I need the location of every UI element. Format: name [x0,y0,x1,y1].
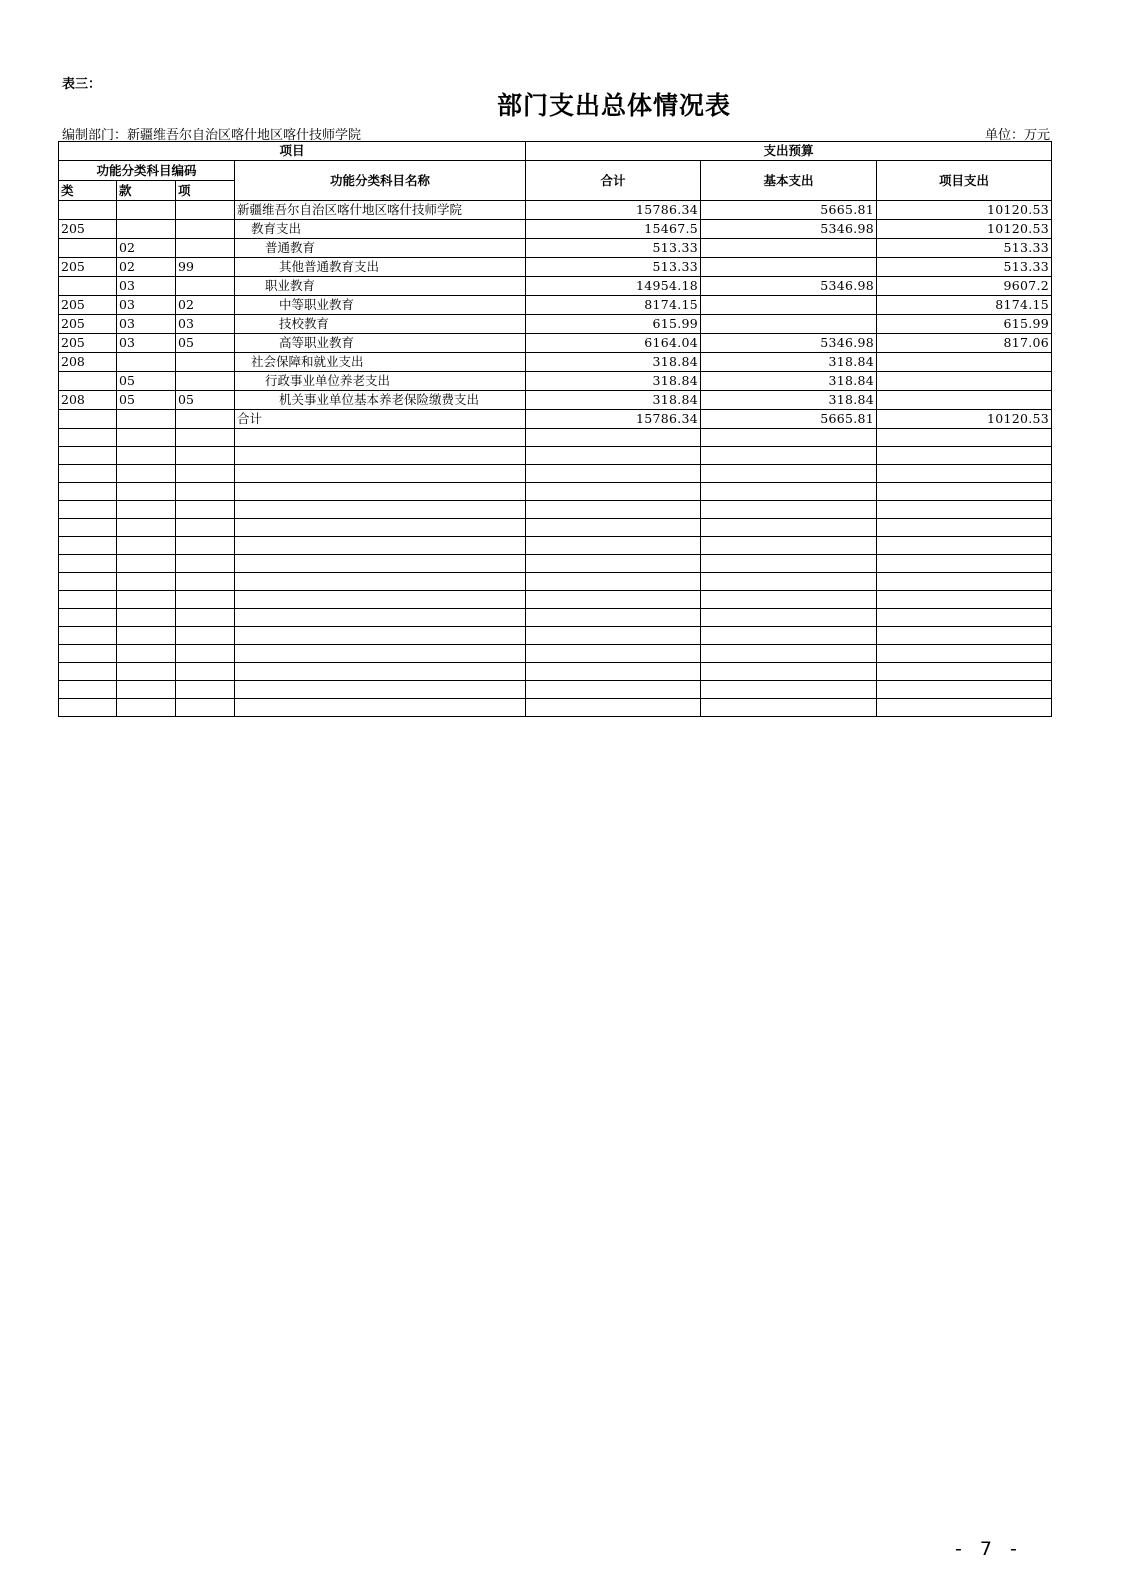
empty-cell [877,519,1052,537]
empty-cell [117,681,176,699]
empty-cell [701,447,877,465]
table-row [59,296,1052,315]
cell-name: 机关事业单位基本养老保险缴费支出 [235,391,526,410]
empty-cell [526,447,701,465]
empty-cell [701,627,877,645]
empty-row [59,519,1052,537]
empty-cell [235,609,526,627]
empty-cell [176,537,235,555]
empty-cell [176,591,235,609]
cell-basic [701,258,877,277]
empty-cell [176,663,235,681]
empty-cell [701,681,877,699]
cell-basic [701,315,877,334]
empty-row [59,429,1052,447]
empty-cell [877,681,1052,699]
empty-cell [235,465,526,483]
cell-name: 职业教育 [235,277,526,296]
empty-cell [526,681,701,699]
cell-total: 513.33 [526,258,701,277]
empty-row [59,483,1052,501]
cell-lei [59,277,117,296]
cell-basic: 5346.98 [701,334,877,353]
empty-cell [877,501,1052,519]
cell-xiang: 99 [176,258,235,277]
cell-basic: 5665.81 [701,201,877,220]
table-row [59,410,1052,429]
cell-total: 15786.34 [526,410,701,429]
empty-cell [117,465,176,483]
empty-cell [117,609,176,627]
cell-xiang [176,239,235,258]
empty-cell [59,429,117,447]
cell-basic [701,239,877,258]
empty-cell [235,681,526,699]
empty-cell [526,627,701,645]
cell-lei [59,410,117,429]
empty-cell [877,591,1052,609]
empty-cell [526,663,701,681]
empty-cell [176,681,235,699]
cell-lei [59,239,117,258]
empty-cell [59,501,117,519]
cell-basic: 5665.81 [701,410,877,429]
empty-cell [701,537,877,555]
empty-cell [701,609,877,627]
empty-cell [176,627,235,645]
cell-project: 10120.53 [877,410,1052,429]
empty-cell [59,465,117,483]
table-row [59,334,1052,353]
cell-kuan: 03 [117,315,176,334]
empty-cell [117,663,176,681]
empty-cell [117,573,176,591]
cell-kuan: 02 [117,239,176,258]
empty-row [59,663,1052,681]
empty-cell [877,447,1052,465]
empty-cell [59,645,117,663]
empty-cell [526,537,701,555]
cell-total: 6164.04 [526,334,701,353]
table-row [59,277,1052,296]
cell-total: 318.84 [526,391,701,410]
empty-cell [176,447,235,465]
empty-cell [176,699,235,717]
cell-basic: 5346.98 [701,220,877,239]
empty-cell [526,645,701,663]
empty-cell [877,627,1052,645]
cell-lei: 205 [59,315,117,334]
empty-row [59,627,1052,645]
empty-cell [176,573,235,591]
cell-project: 10120.53 [877,201,1052,220]
empty-cell [117,699,176,717]
empty-cell [117,483,176,501]
empty-cell [701,645,877,663]
cell-kuan [117,353,176,372]
cell-lei: 205 [59,220,117,239]
empty-cell [59,519,117,537]
cell-name: 教育支出 [235,220,526,239]
empty-row [59,645,1052,663]
header-total: 合计 [526,161,701,201]
header-kuan: 款 [117,181,176,201]
cell-xiang [176,220,235,239]
cell-name: 高等职业教育 [235,334,526,353]
table-row [59,258,1052,277]
empty-cell [59,573,117,591]
empty-cell [59,591,117,609]
cell-name: 普通教育 [235,239,526,258]
empty-cell [59,663,117,681]
cell-basic: 318.84 [701,353,877,372]
cell-project: 8174.15 [877,296,1052,315]
cell-project: 817.06 [877,334,1052,353]
cell-name: 社会保障和就业支出 [235,353,526,372]
empty-cell [235,447,526,465]
header-project-expense: 项目支出 [877,161,1052,201]
cell-total: 8174.15 [526,296,701,315]
cell-total: 15467.5 [526,220,701,239]
empty-cell [235,555,526,573]
empty-cell [877,663,1052,681]
cell-basic [701,296,877,315]
empty-cell [701,699,877,717]
expenditure-table [58,141,1052,717]
empty-cell [176,483,235,501]
empty-cell [877,645,1052,663]
cell-xiang [176,372,235,391]
table-label: 表三： [62,77,102,92]
cell-lei [59,201,117,220]
empty-row [59,699,1052,717]
empty-cell [176,555,235,573]
empty-cell [59,555,117,573]
cell-project: 10120.53 [877,220,1052,239]
empty-row [59,537,1052,555]
empty-cell [701,663,877,681]
table-body [59,142,1052,717]
cell-kuan [117,220,176,239]
empty-cell [235,573,526,591]
cell-kuan [117,410,176,429]
empty-cell [701,573,877,591]
cell-xiang: 05 [176,391,235,410]
cell-kuan: 02 [117,258,176,277]
empty-cell [59,609,117,627]
table-row [59,201,1052,220]
header-row-1 [59,142,1052,161]
empty-cell [59,681,117,699]
department-line: 编制部门：新疆维吾尔自治区喀什地区喀什技师学院 [62,128,362,143]
table-row [59,220,1052,239]
empty-cell [59,699,117,717]
header-basic: 基本支出 [701,161,877,201]
empty-cell [877,483,1052,501]
empty-cell [526,609,701,627]
cell-lei: 205 [59,258,117,277]
cell-name: 技校教育 [235,315,526,334]
empty-cell [877,555,1052,573]
table-row [59,391,1052,410]
empty-cell [526,501,701,519]
empty-row [59,681,1052,699]
empty-cell [526,483,701,501]
cell-total: 513.33 [526,239,701,258]
cell-kuan [117,201,176,220]
empty-cell [235,537,526,555]
table-row [59,239,1052,258]
empty-cell [117,627,176,645]
empty-cell [59,627,117,645]
cell-lei: 208 [59,353,117,372]
empty-row [59,591,1052,609]
empty-row [59,501,1052,519]
empty-cell [526,591,701,609]
cell-basic: 318.84 [701,391,877,410]
empty-cell [117,645,176,663]
empty-cell [877,609,1052,627]
empty-cell [526,465,701,483]
empty-cell [117,555,176,573]
empty-cell [701,501,877,519]
empty-cell [877,537,1052,555]
empty-cell [176,501,235,519]
cell-name: 其他普通教育支出 [235,258,526,277]
empty-cell [877,465,1052,483]
header-budget: 支出预算 [526,142,1052,161]
empty-cell [701,483,877,501]
empty-cell [526,429,701,447]
empty-cell [117,429,176,447]
page-title: 部门支出总体情况表 [496,91,731,120]
empty-cell [235,519,526,537]
empty-cell [701,591,877,609]
cell-total: 318.84 [526,353,701,372]
header-row-2 [59,161,1052,181]
cell-name: 合计 [235,410,526,429]
cell-project: 9607.2 [877,277,1052,296]
cell-lei: 205 [59,296,117,315]
cell-basic: 318.84 [701,372,877,391]
empty-cell [877,699,1052,717]
empty-cell [701,465,877,483]
empty-row [59,555,1052,573]
cell-total: 15786.34 [526,201,701,220]
cell-project [877,391,1052,410]
empty-cell [117,501,176,519]
empty-cell [176,519,235,537]
empty-cell [235,429,526,447]
empty-row [59,573,1052,591]
empty-cell [235,699,526,717]
cell-kuan: 05 [117,372,176,391]
empty-cell [117,519,176,537]
empty-cell [235,627,526,645]
cell-lei: 208 [59,391,117,410]
cell-name: 新疆维吾尔自治区喀什地区喀什技师学院 [235,201,526,220]
empty-cell [176,429,235,447]
empty-cell [235,501,526,519]
cell-xiang [176,201,235,220]
cell-xiang: 02 [176,296,235,315]
header-code-group: 功能分类科目编码 [59,161,235,181]
empty-cell [59,537,117,555]
cell-project: 513.33 [877,239,1052,258]
unit-line: 单位：万元 [984,128,1050,143]
cell-xiang: 03 [176,315,235,334]
table-row [59,353,1052,372]
cell-project [877,372,1052,391]
cell-kuan: 03 [117,334,176,353]
empty-cell [176,645,235,663]
cell-project: 615.99 [877,315,1052,334]
cell-name: 行政事业单位养老支出 [235,372,526,391]
cell-xiang [176,353,235,372]
table-row [59,315,1052,334]
empty-cell [877,573,1052,591]
table-row [59,372,1052,391]
empty-cell [117,537,176,555]
cell-project [877,353,1052,372]
empty-cell [701,555,877,573]
cell-total: 615.99 [526,315,701,334]
empty-cell [235,663,526,681]
header-project: 项目 [59,142,526,161]
empty-cell [117,591,176,609]
cell-kuan: 03 [117,296,176,315]
empty-cell [526,699,701,717]
empty-cell [526,555,701,573]
empty-row [59,465,1052,483]
cell-kuan: 05 [117,391,176,410]
cell-project: 513.33 [877,258,1052,277]
empty-cell [59,447,117,465]
empty-cell [59,483,117,501]
cell-xiang [176,277,235,296]
cell-lei [59,372,117,391]
empty-cell [235,645,526,663]
header-name: 功能分类科目名称 [235,161,526,201]
empty-cell [235,591,526,609]
cell-kuan: 03 [117,277,176,296]
empty-cell [235,483,526,501]
empty-cell [117,447,176,465]
empty-cell [877,429,1052,447]
empty-cell [526,573,701,591]
header-xiang: 项 [176,181,235,201]
empty-cell [176,609,235,627]
cell-xiang [176,410,235,429]
empty-cell [176,465,235,483]
empty-cell [526,519,701,537]
empty-row [59,447,1052,465]
empty-cell [701,429,877,447]
cell-lei: 205 [59,334,117,353]
empty-row [59,609,1052,627]
header-lei: 类 [59,181,117,201]
cell-total: 318.84 [526,372,701,391]
cell-basic: 5346.98 [701,277,877,296]
cell-total: 14954.18 [526,277,701,296]
cell-xiang: 05 [176,334,235,353]
empty-cell [701,519,877,537]
page-number: - 7 - [955,1538,1023,1560]
cell-name: 中等职业教育 [235,296,526,315]
